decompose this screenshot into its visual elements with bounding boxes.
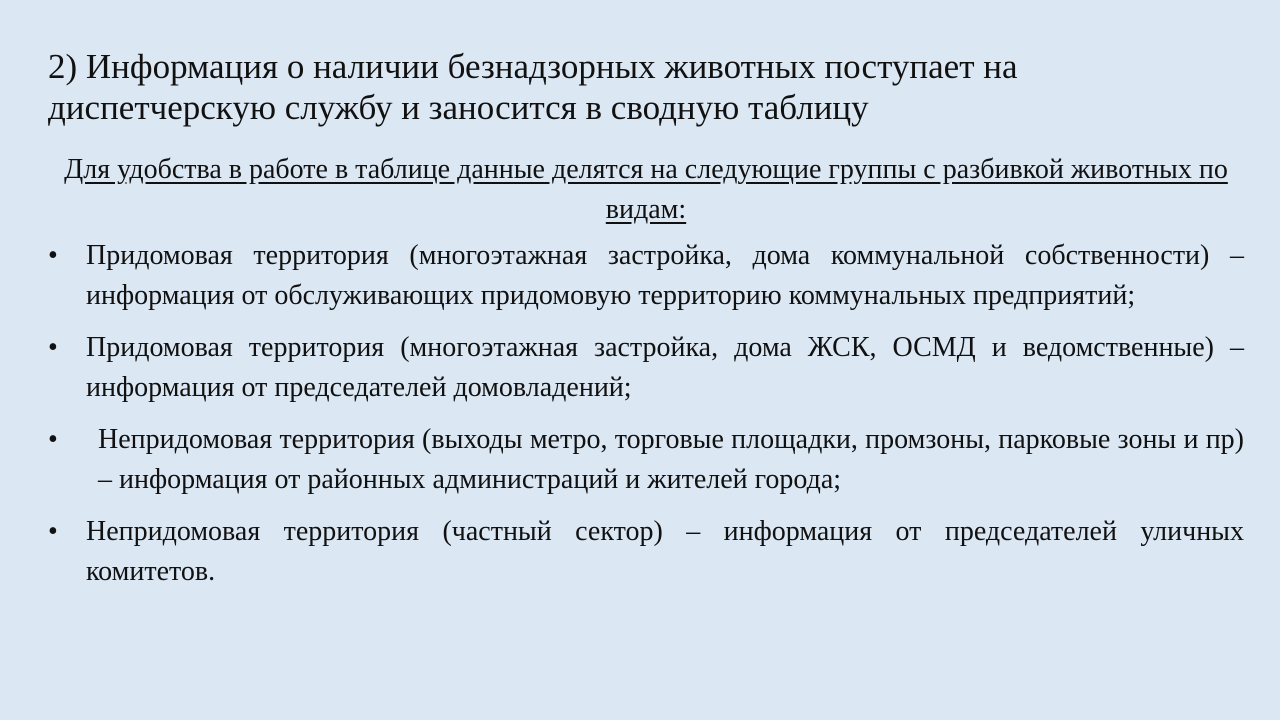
- bullet-icon: •: [48, 424, 58, 455]
- bullet-icon: •: [48, 240, 58, 271]
- list-item: [48, 420, 1244, 500]
- group-list: [48, 236, 1244, 592]
- bullet-icon: •: [48, 516, 58, 547]
- list-item: [48, 236, 1244, 316]
- slide-subtitle: Для удобства в работе в таблице данные делятся на следующие группы с разбивкой животных по видам:: [64, 154, 1228, 225]
- list-item-text: Придомовая территория (многоэтажная застройка, дома коммунальной собственности) – информация от обслуживающих придомовую территорию коммунальных предприятий;: [86, 240, 1244, 311]
- list-item-text: Непридомовая территория (частный сектор) – информация от председателей уличных комитетов.: [86, 516, 1244, 587]
- list-item: [48, 328, 1244, 408]
- slide-title: 2) Информация о наличии безнадзорных животных поступает на диспетчерскую службу и заносится в сводную таблицу: [48, 47, 1018, 127]
- list-item-text: Непридомовая территория (выходы метро, торговые площадки, промзоны, парковые зоны и пр) – информация от районных администраций и жителей города;: [98, 424, 1244, 495]
- list-item: [48, 512, 1244, 592]
- list-item-text: Придомовая территория (многоэтажная застройка, дома ЖСК, ОСМД и ведомственные) – информация от председателей домовладений;: [86, 332, 1244, 403]
- bullet-icon: •: [48, 332, 58, 363]
